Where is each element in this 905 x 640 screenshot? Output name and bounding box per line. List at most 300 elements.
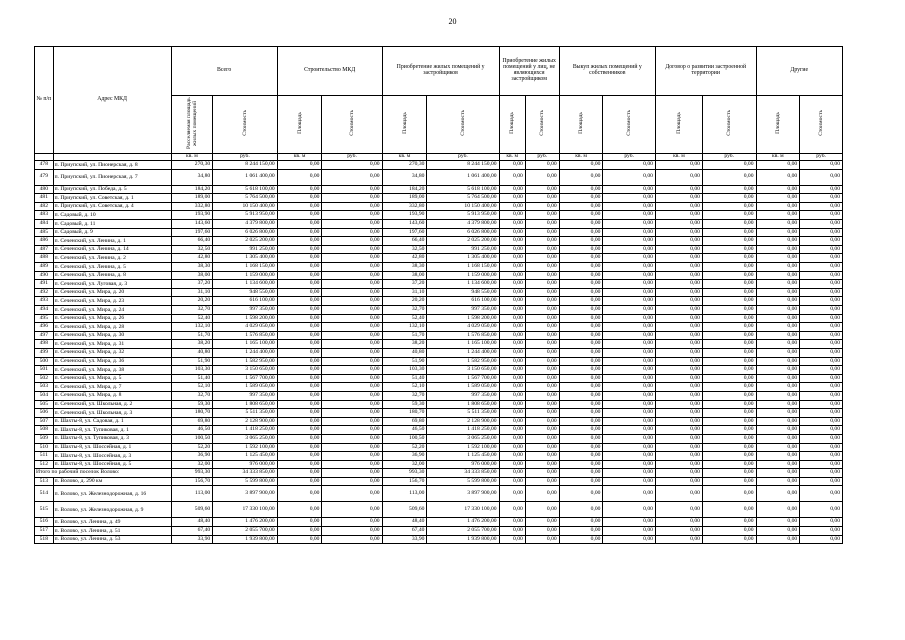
territory-area: 0,00 bbox=[655, 518, 702, 527]
other-area: 0,00 bbox=[756, 417, 800, 426]
total-cost: 1 159 000,00 bbox=[213, 271, 278, 280]
buyout-cost: 0,00 bbox=[603, 477, 655, 486]
nondev-cost: 0,00 bbox=[525, 348, 559, 357]
nondev-area: 0,00 bbox=[499, 202, 525, 211]
buyout-area: 0,00 bbox=[559, 357, 603, 366]
territory-cost: 0,00 bbox=[702, 383, 756, 392]
row-number: 518 bbox=[35, 535, 54, 544]
buyout-cost: 0,00 bbox=[603, 452, 655, 461]
nondev-cost: 0,00 bbox=[525, 306, 559, 315]
row-number: 478 bbox=[35, 161, 54, 170]
other-cost: 0,00 bbox=[800, 357, 843, 366]
other-area: 0,00 bbox=[756, 434, 800, 443]
row-address: п. Сеченский, ул. Мира, д. 24 bbox=[53, 306, 171, 315]
construction-area: 0,00 bbox=[277, 340, 322, 349]
territory-cost: 0,00 bbox=[702, 409, 756, 418]
construction-cost: 0,00 bbox=[322, 409, 382, 418]
purchase-area: 59,30 bbox=[382, 400, 427, 409]
row-address: п. Сеченский, ул. Мира, д. 8 bbox=[53, 391, 171, 400]
total-cost: 1 418 250,00 bbox=[213, 426, 278, 435]
purchase-area: 33,90 bbox=[382, 535, 427, 544]
row-address: п. Волово, ул. Железнодорожная, д. 9 bbox=[53, 502, 171, 518]
table-row bbox=[35, 306, 843, 315]
construction-area: 0,00 bbox=[277, 383, 322, 392]
buyout-area: 0,00 bbox=[559, 237, 603, 246]
purchase-area: 184,20 bbox=[382, 185, 427, 194]
other-area: 0,00 bbox=[756, 271, 800, 280]
row-number: 510 bbox=[35, 443, 54, 452]
total-cost: 34 333 850,00 bbox=[213, 469, 278, 478]
purchase-cost: 997 350,00 bbox=[427, 306, 499, 315]
buyout-area: 0,00 bbox=[559, 323, 603, 332]
construction-cost: 0,00 bbox=[322, 527, 382, 536]
nondev-cost: 0,00 bbox=[525, 366, 559, 375]
buyout-area: 0,00 bbox=[559, 169, 603, 185]
header-sub-label: Стоимость bbox=[241, 110, 248, 136]
row-address: п. Шахты-8, ул. Садовая, д. 1 bbox=[53, 417, 171, 426]
territory-cost: 0,00 bbox=[702, 194, 756, 203]
table-row bbox=[35, 383, 843, 392]
purchase-area: 180,70 bbox=[382, 409, 427, 418]
construction-area: 0,00 bbox=[277, 409, 322, 418]
buyout-cost: 0,00 bbox=[603, 220, 655, 229]
total-cost: 1 567 700,00 bbox=[213, 374, 278, 383]
other-cost: 0,00 bbox=[800, 477, 843, 486]
purchase-area: 52,10 bbox=[382, 383, 427, 392]
nondev-cost: 0,00 bbox=[525, 340, 559, 349]
construction-area: 0,00 bbox=[277, 357, 322, 366]
header-group-other: Другие bbox=[756, 47, 843, 96]
construction-cost: 0,00 bbox=[322, 417, 382, 426]
table-row bbox=[35, 452, 843, 461]
header-group-total: Всего bbox=[171, 47, 277, 96]
row-address: п. Волово, ул. Ленина, д. 51 bbox=[53, 527, 171, 536]
table-row bbox=[35, 297, 843, 306]
territory-area: 0,00 bbox=[655, 245, 702, 254]
total-cost: 5 913 950,00 bbox=[213, 211, 278, 220]
header-sub-label: Стоимость bbox=[539, 110, 546, 136]
construction-area: 0,00 bbox=[277, 220, 322, 229]
row-number: 492 bbox=[35, 288, 54, 297]
row-address: п. Шахты-8, ул. Шоссейная, д. 5 bbox=[53, 460, 171, 469]
other-cost: 0,00 bbox=[800, 202, 843, 211]
header-sub-9 bbox=[603, 96, 655, 154]
construction-area: 0,00 bbox=[277, 331, 322, 340]
row-number: 515 bbox=[35, 502, 54, 518]
table-row bbox=[35, 194, 843, 203]
territory-area: 0,00 bbox=[655, 400, 702, 409]
other-cost: 0,00 bbox=[800, 169, 843, 185]
other-area: 0,00 bbox=[756, 306, 800, 315]
buyout-area: 0,00 bbox=[559, 331, 603, 340]
row-address: п. Шахты-8, ул. Тупиковая, д. 1 bbox=[53, 426, 171, 435]
other-area: 0,00 bbox=[756, 211, 800, 220]
row-number: 511 bbox=[35, 452, 54, 461]
row-number: 487 bbox=[35, 245, 54, 254]
buyout-cost: 0,00 bbox=[603, 460, 655, 469]
total-cost: 10 150 400,00 bbox=[213, 202, 278, 211]
construction-cost: 0,00 bbox=[322, 340, 382, 349]
row-address: п. Приупский, ул. Пионерская, д. 8 bbox=[53, 161, 171, 170]
other-area: 0,00 bbox=[756, 161, 800, 170]
purchase-cost: 4 379 800,00 bbox=[427, 220, 499, 229]
construction-area: 0,00 bbox=[277, 237, 322, 246]
table-row bbox=[35, 348, 843, 357]
row-address: п. Шахты-8, ул. Тупиковая, д. 3 bbox=[53, 434, 171, 443]
table-row bbox=[35, 161, 843, 170]
purchase-cost: 1 476 200,00 bbox=[427, 518, 499, 527]
other-cost: 0,00 bbox=[800, 383, 843, 392]
total-area: 509,60 bbox=[171, 502, 213, 518]
row-number: 517 bbox=[35, 527, 54, 536]
row-address: п. Волово, ул. Железнодорожная, д. 16 bbox=[53, 486, 171, 502]
construction-area: 0,00 bbox=[277, 254, 322, 263]
row-address: п. Приупский, ул. Победа, д. 5 bbox=[53, 185, 171, 194]
total-cost: 3 150 650,00 bbox=[213, 366, 278, 375]
purchase-area: 143,60 bbox=[382, 220, 427, 229]
total-cost: 5 618 100,00 bbox=[213, 185, 278, 194]
purchase-area: 52,40 bbox=[382, 314, 427, 323]
buyout-area: 0,00 bbox=[559, 366, 603, 375]
nondev-cost: 0,00 bbox=[525, 194, 559, 203]
other-cost: 0,00 bbox=[800, 331, 843, 340]
total-area: 993,30 bbox=[171, 469, 213, 478]
row-number: 512 bbox=[35, 460, 54, 469]
purchase-cost: 10 150 400,00 bbox=[427, 202, 499, 211]
territory-cost: 0,00 bbox=[702, 391, 756, 400]
buyout-area: 0,00 bbox=[559, 434, 603, 443]
total-area: 37,20 bbox=[171, 280, 213, 289]
nondev-area: 0,00 bbox=[499, 220, 525, 229]
nondev-cost: 0,00 bbox=[525, 518, 559, 527]
other-cost: 0,00 bbox=[800, 306, 843, 315]
other-cost: 0,00 bbox=[800, 314, 843, 323]
table-row bbox=[35, 185, 843, 194]
nondev-cost: 0,00 bbox=[525, 452, 559, 461]
purchase-area: 32,70 bbox=[382, 391, 427, 400]
territory-area: 0,00 bbox=[655, 169, 702, 185]
purchase-area: 189,00 bbox=[382, 194, 427, 203]
territory-cost: 0,00 bbox=[702, 374, 756, 383]
purchase-cost: 5 618 100,00 bbox=[427, 185, 499, 194]
buyout-cost: 0,00 bbox=[603, 237, 655, 246]
buyout-cost: 0,00 bbox=[603, 374, 655, 383]
other-area: 0,00 bbox=[756, 202, 800, 211]
other-cost: 0,00 bbox=[800, 374, 843, 383]
construction-cost: 0,00 bbox=[322, 280, 382, 289]
other-cost: 0,00 bbox=[800, 348, 843, 357]
construction-cost: 0,00 bbox=[322, 161, 382, 170]
other-cost: 0,00 bbox=[800, 417, 843, 426]
nondev-cost: 0,00 bbox=[525, 502, 559, 518]
construction-area: 0,00 bbox=[277, 400, 322, 409]
total-cost: 1 168 150,00 bbox=[213, 263, 278, 272]
other-area: 0,00 bbox=[756, 374, 800, 383]
purchase-cost: 1 567 700,00 bbox=[427, 374, 499, 383]
buyout-cost: 0,00 bbox=[603, 331, 655, 340]
other-area: 0,00 bbox=[756, 185, 800, 194]
purchase-cost: 17 330 100,00 bbox=[427, 502, 499, 518]
other-area: 0,00 bbox=[756, 169, 800, 185]
row-number: 485 bbox=[35, 228, 54, 237]
construction-cost: 0,00 bbox=[322, 460, 382, 469]
territory-area: 0,00 bbox=[655, 434, 702, 443]
territory-cost: 0,00 bbox=[702, 527, 756, 536]
purchase-area: 40,80 bbox=[382, 348, 427, 357]
nondev-area: 0,00 bbox=[499, 340, 525, 349]
territory-area: 0,00 bbox=[655, 348, 702, 357]
territory-cost: 0,00 bbox=[702, 202, 756, 211]
territory-area: 0,00 bbox=[655, 254, 702, 263]
row-number: 509 bbox=[35, 434, 54, 443]
header-num: № п/п bbox=[35, 47, 54, 154]
purchase-area: 32,70 bbox=[382, 306, 427, 315]
nondev-cost: 0,00 bbox=[525, 220, 559, 229]
other-cost: 0,00 bbox=[800, 288, 843, 297]
nondev-area: 0,00 bbox=[499, 288, 525, 297]
other-area: 0,00 bbox=[756, 426, 800, 435]
purchase-cost: 1 305 400,00 bbox=[427, 254, 499, 263]
territory-cost: 0,00 bbox=[702, 228, 756, 237]
purchase-cost: 1 125 450,00 bbox=[427, 452, 499, 461]
purchase-cost: 5 511 350,00 bbox=[427, 409, 499, 418]
purchase-cost: 1 598 200,00 bbox=[427, 314, 499, 323]
construction-area: 0,00 bbox=[277, 323, 322, 332]
construction-cost: 0,00 bbox=[322, 443, 382, 452]
territory-cost: 0,00 bbox=[702, 314, 756, 323]
buyout-cost: 0,00 bbox=[603, 254, 655, 263]
other-area: 0,00 bbox=[756, 535, 800, 544]
territory-area: 0,00 bbox=[655, 357, 702, 366]
buyout-cost: 0,00 bbox=[603, 194, 655, 203]
nondev-cost: 0,00 bbox=[525, 460, 559, 469]
construction-cost: 0,00 bbox=[322, 383, 382, 392]
other-area: 0,00 bbox=[756, 409, 800, 418]
buyout-cost: 0,00 bbox=[603, 211, 655, 220]
row-number: 508 bbox=[35, 426, 54, 435]
territory-cost: 0,00 bbox=[702, 486, 756, 502]
header-group-buyout: Выкуп жилых помещений у собственников bbox=[559, 47, 655, 96]
header-sub-13 bbox=[800, 96, 843, 154]
purchase-area: 509,60 bbox=[382, 502, 427, 518]
buyout-area: 0,00 bbox=[559, 518, 603, 527]
row-address: п. Сеченский, ул. Мира, д. 5 bbox=[53, 374, 171, 383]
territory-area: 0,00 bbox=[655, 237, 702, 246]
total-cost: 1 305 400,00 bbox=[213, 254, 278, 263]
row-number: 506 bbox=[35, 409, 54, 418]
construction-area: 0,00 bbox=[277, 280, 322, 289]
row-address: п. Сеченский, ул. Мира, д. 23 bbox=[53, 297, 171, 306]
row-address: п. Сеченский, ул. Мира, д. 36 bbox=[53, 357, 171, 366]
construction-cost: 0,00 bbox=[322, 452, 382, 461]
other-area: 0,00 bbox=[756, 331, 800, 340]
total-area: 270,30 bbox=[171, 161, 213, 170]
table-row bbox=[35, 263, 843, 272]
row-address: п. Сеченский, ул. Луговая, д. 3 bbox=[53, 280, 171, 289]
territory-area: 0,00 bbox=[655, 211, 702, 220]
buyout-cost: 0,00 bbox=[603, 357, 655, 366]
nondev-cost: 0,00 bbox=[525, 331, 559, 340]
total-area: 180,70 bbox=[171, 409, 213, 418]
row-address: п. Приупский, ул. Пионерская, д. 7 bbox=[53, 169, 171, 185]
table-row bbox=[35, 254, 843, 263]
header-sub-0 bbox=[171, 96, 213, 154]
row-address: п. Сеченский, ул. Ленина, д. 5 bbox=[53, 263, 171, 272]
row-number: 505 bbox=[35, 400, 54, 409]
row-address: п. Сеченский, ул. Ленина, д. 8 bbox=[53, 271, 171, 280]
construction-cost: 0,00 bbox=[322, 288, 382, 297]
total-cost: 976 000,00 bbox=[213, 460, 278, 469]
other-area: 0,00 bbox=[756, 502, 800, 518]
nondev-cost: 0,00 bbox=[525, 374, 559, 383]
total-area: 46,50 bbox=[171, 426, 213, 435]
header-units bbox=[35, 153, 843, 161]
buyout-cost: 0,00 bbox=[603, 323, 655, 332]
nondev-cost: 0,00 bbox=[525, 271, 559, 280]
construction-cost: 0,00 bbox=[322, 391, 382, 400]
purchase-cost: 976 000,00 bbox=[427, 460, 499, 469]
row-address: п. Сеченский, ул. Ленина, д. 1 bbox=[53, 237, 171, 246]
row-number: 484 bbox=[35, 220, 54, 229]
purchase-area: 38,30 bbox=[382, 263, 427, 272]
header-unit: руб. bbox=[525, 153, 559, 161]
total-cost: 1 592 100,00 bbox=[213, 443, 278, 452]
buyout-area: 0,00 bbox=[559, 202, 603, 211]
territory-area: 0,00 bbox=[655, 228, 702, 237]
other-cost: 0,00 bbox=[800, 486, 843, 502]
nondev-cost: 0,00 bbox=[525, 169, 559, 185]
construction-area: 0,00 bbox=[277, 374, 322, 383]
purchase-area: 38,00 bbox=[382, 271, 427, 280]
territory-cost: 0,00 bbox=[702, 271, 756, 280]
purchase-area: 20,20 bbox=[382, 297, 427, 306]
total-cost: 1 582 950,00 bbox=[213, 357, 278, 366]
other-cost: 0,00 bbox=[800, 280, 843, 289]
total-cost: 1 244 400,00 bbox=[213, 348, 278, 357]
row-number: 504 bbox=[35, 391, 54, 400]
buyout-cost: 0,00 bbox=[603, 527, 655, 536]
header-sub-5 bbox=[427, 96, 499, 154]
other-area: 0,00 bbox=[756, 357, 800, 366]
territory-area: 0,00 bbox=[655, 263, 702, 272]
table-row bbox=[35, 434, 843, 443]
purchase-area: 38,20 bbox=[382, 340, 427, 349]
construction-cost: 0,00 bbox=[322, 535, 382, 544]
purchase-cost: 1 418 250,00 bbox=[427, 426, 499, 435]
territory-area: 0,00 bbox=[655, 161, 702, 170]
construction-area: 0,00 bbox=[277, 297, 322, 306]
header-sub-10 bbox=[655, 96, 702, 154]
row-address: п. Сеченский, ул. Ленина, д. 14 bbox=[53, 245, 171, 254]
buyout-cost: 0,00 bbox=[603, 486, 655, 502]
other-area: 0,00 bbox=[756, 486, 800, 502]
table-row bbox=[35, 220, 843, 229]
row-number: 493 bbox=[35, 297, 54, 306]
territory-area: 0,00 bbox=[655, 374, 702, 383]
row-number: 491 bbox=[35, 280, 54, 289]
purchase-area: 100,50 bbox=[382, 434, 427, 443]
territory-area: 0,00 bbox=[655, 194, 702, 203]
buyout-cost: 0,00 bbox=[603, 383, 655, 392]
row-number: 497 bbox=[35, 331, 54, 340]
buyout-cost: 0,00 bbox=[603, 366, 655, 375]
header-unit: кв. м bbox=[277, 153, 322, 161]
nondev-cost: 0,00 bbox=[525, 391, 559, 400]
row-address: п. Приупский, ул. Советская, д. 4 bbox=[53, 202, 171, 211]
construction-cost: 0,00 bbox=[322, 331, 382, 340]
nondev-cost: 0,00 bbox=[525, 486, 559, 502]
total-area: 100,50 bbox=[171, 434, 213, 443]
buyout-cost: 0,00 bbox=[603, 469, 655, 478]
nondev-cost: 0,00 bbox=[525, 202, 559, 211]
table-row bbox=[35, 202, 843, 211]
territory-cost: 0,00 bbox=[702, 245, 756, 254]
construction-area: 0,00 bbox=[277, 477, 322, 486]
construction-cost: 0,00 bbox=[322, 297, 382, 306]
construction-area: 0,00 bbox=[277, 306, 322, 315]
construction-cost: 0,00 bbox=[322, 348, 382, 357]
other-cost: 0,00 bbox=[800, 518, 843, 527]
territory-cost: 0,00 bbox=[702, 348, 756, 357]
nondev-area: 0,00 bbox=[499, 185, 525, 194]
header-sub-label: Площадь bbox=[401, 112, 408, 134]
nondev-cost: 0,00 bbox=[525, 434, 559, 443]
buyout-area: 0,00 bbox=[559, 409, 603, 418]
purchase-cost: 1 576 850,00 bbox=[427, 331, 499, 340]
nondev-cost: 0,00 bbox=[525, 237, 559, 246]
territory-cost: 0,00 bbox=[702, 535, 756, 544]
nondev-area: 0,00 bbox=[499, 263, 525, 272]
table-row bbox=[35, 288, 843, 297]
construction-area: 0,00 bbox=[277, 391, 322, 400]
other-cost: 0,00 bbox=[800, 254, 843, 263]
buyout-area: 0,00 bbox=[559, 340, 603, 349]
total-area: 33,90 bbox=[171, 535, 213, 544]
territory-area: 0,00 bbox=[655, 469, 702, 478]
buyout-area: 0,00 bbox=[559, 263, 603, 272]
total-area: 132,10 bbox=[171, 323, 213, 332]
table-row bbox=[35, 527, 843, 536]
nondev-area: 0,00 bbox=[499, 391, 525, 400]
purchase-cost: 1 159 000,00 bbox=[427, 271, 499, 280]
territory-area: 0,00 bbox=[655, 383, 702, 392]
territory-cost: 0,00 bbox=[702, 477, 756, 486]
nondev-cost: 0,00 bbox=[525, 288, 559, 297]
other-area: 0,00 bbox=[756, 314, 800, 323]
header-sub-label: Стоимость bbox=[818, 110, 825, 136]
territory-cost: 0,00 bbox=[702, 452, 756, 461]
other-area: 0,00 bbox=[756, 254, 800, 263]
construction-area: 0,00 bbox=[277, 527, 322, 536]
territory-area: 0,00 bbox=[655, 535, 702, 544]
other-area: 0,00 bbox=[756, 391, 800, 400]
nondev-area: 0,00 bbox=[499, 374, 525, 383]
construction-cost: 0,00 bbox=[322, 518, 382, 527]
row-number: 496 bbox=[35, 323, 54, 332]
construction-area: 0,00 bbox=[277, 228, 322, 237]
construction-cost: 0,00 bbox=[322, 434, 382, 443]
row-number: 513 bbox=[35, 477, 54, 486]
construction-area: 0,00 bbox=[277, 452, 322, 461]
header-group-purchase-developers: Приобретение жилых помещений у застройщиков bbox=[382, 47, 499, 96]
row-address: п. Сеченский, ул. Мира, д. 28 bbox=[53, 323, 171, 332]
construction-area: 0,00 bbox=[277, 185, 322, 194]
other-area: 0,00 bbox=[756, 220, 800, 229]
nondev-area: 0,00 bbox=[499, 254, 525, 263]
table-row bbox=[35, 460, 843, 469]
total-cost: 997 350,00 bbox=[213, 306, 278, 315]
nondev-area: 0,00 bbox=[499, 245, 525, 254]
